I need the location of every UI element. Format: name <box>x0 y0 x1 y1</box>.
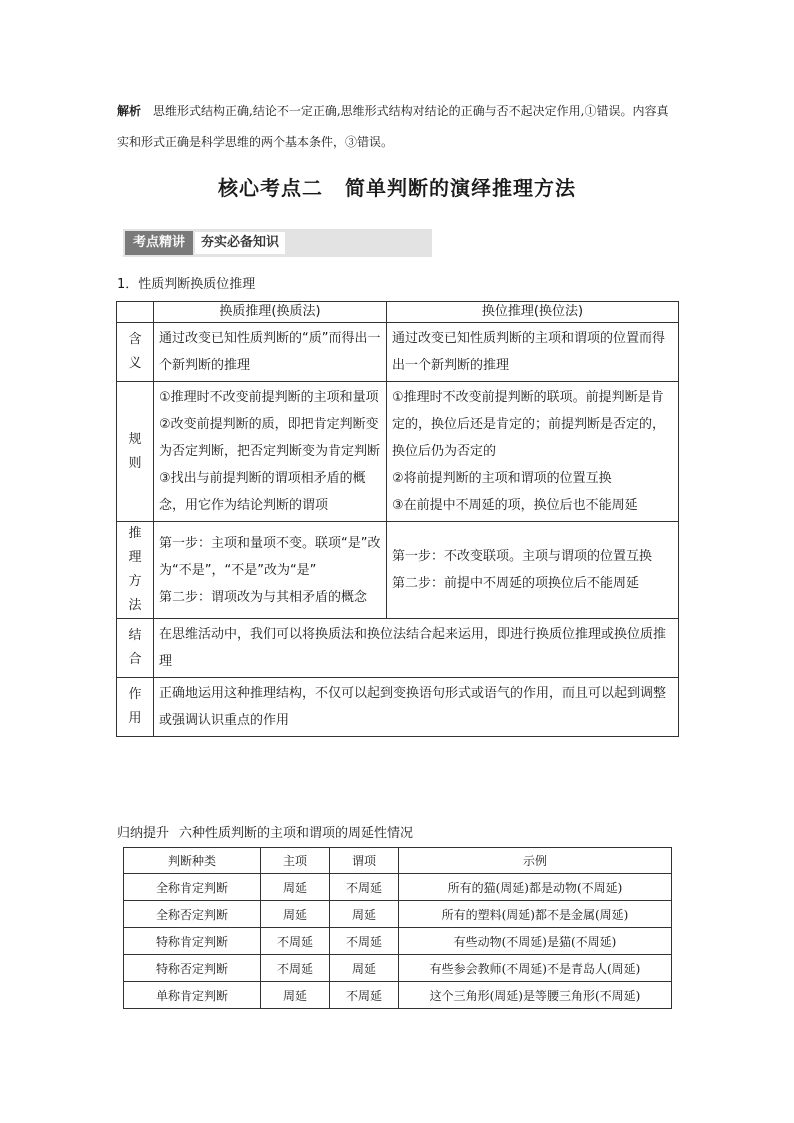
table-row <box>124 901 672 928</box>
table-row <box>117 619 679 678</box>
header-cell: 主项 <box>261 848 330 874</box>
table-cell: 通过改变已知性质判断的“质”而得出一个新判断的推理 <box>154 323 387 382</box>
table-cell: 全称肯定判断 <box>124 874 261 901</box>
analysis-label: 解析 <box>117 104 142 118</box>
distribution-table-header <box>124 848 672 874</box>
table-cell: 周延 <box>330 955 399 982</box>
section2-label: 归纳提升 <box>117 826 170 841</box>
table-row <box>117 678 679 737</box>
table-row <box>124 955 672 982</box>
table-cell: 有些动物(不周延)是猫(不周延) <box>399 928 672 955</box>
row-label: 作 用 <box>117 678 154 737</box>
banner-tag: 考点精讲 <box>125 231 193 255</box>
header-cell: 换质推理(换质法) <box>154 302 387 323</box>
table-cell: ①推理时不改变前提判断的主项和量项 ②改变前提判断的质，即把肯定判断变为否定判断，把否定判断变为肯定判断 ③找出与前提判断的谓项相矛盾的概念，用它作为结论判断的谓项 <box>154 382 387 522</box>
table-cell: 所有的猫(周延)都是动物(不周延) <box>399 874 672 901</box>
table-cell: 不周延 <box>261 928 330 955</box>
distribution-table <box>123 847 672 1009</box>
table-cell: 不周延 <box>330 928 399 955</box>
table-cell: 周延 <box>261 874 330 901</box>
table-cell: ①推理时不改变前提判断的联项。前提判断是肯定的，换位后还是肯定的；前提判断是否定的，换位后仍为否定的 ②将前提判断的主项和谓项的位置互换 ③在前提中不周延的项，换位后也不能周延 <box>387 382 679 522</box>
table-row <box>117 382 679 522</box>
table-cell: 单称肯定判断 <box>124 982 261 1009</box>
row-label: 推 理 方 法 <box>117 522 154 619</box>
section2-text: 六种性质判断的主项和谓项的周延性情况 <box>179 826 414 841</box>
table-cell: 通过改变已知性质判断的主项和谓项的位置而得出一个新判断的推理 <box>387 323 679 382</box>
table-cell: 第一步：不改变联项。主项与谓项的位置互换 第二步：前提中不周延的项换位后不能周延 <box>387 522 679 619</box>
table-row <box>124 982 672 1009</box>
header-cell <box>117 302 154 323</box>
table-cell: 特称否定判断 <box>124 955 261 982</box>
table-row <box>124 874 672 901</box>
table-cell: 全称否定判断 <box>124 901 261 928</box>
table-cell: 正确地运用这种推理结构，不仅可以起到变换语句形式或语气的作用，而且可以起到调整或强调认识重点的作用 <box>154 678 679 737</box>
table-row <box>117 323 679 382</box>
header-cell: 谓项 <box>330 848 399 874</box>
table-cell: 周延 <box>261 901 330 928</box>
row-label: 含 义 <box>117 323 154 382</box>
table-cell: 不周延 <box>330 982 399 1009</box>
header-cell: 判断种类 <box>124 848 261 874</box>
table-cell: 这个三角形(周延)是等腰三角形(不周延) <box>399 982 672 1009</box>
analysis-text: 思维形式结构正确,结论不一定正确,思维形式结构对结论的正确与否不起决定作用,①错误。内容真实和形式正确是科学思维的两个基本条件，③错误。 <box>117 104 669 149</box>
header-cell: 换位推理(换位法) <box>387 302 679 323</box>
table-cell: 不周延 <box>330 874 399 901</box>
section-banner <box>123 229 432 257</box>
table-cell: 在思维活动中，我们可以将换质法和换位法结合起来运用，即进行换质位推理或换位质推理 <box>154 619 679 678</box>
conversion-table-header <box>117 302 679 323</box>
title-part1: 核心考点二 <box>218 176 323 200</box>
table-cell: 有些参会教师(不周延)不是青岛人(周延) <box>399 955 672 982</box>
table-row <box>117 522 679 619</box>
table-cell: 不周延 <box>261 955 330 982</box>
section1-heading: 1．性质判断换质位推理 <box>117 277 256 292</box>
table-cell: 周延 <box>261 982 330 1009</box>
table-cell: 周延 <box>330 901 399 928</box>
table-cell: 第一步：主项和量项不变。联项“是”改为“不是”，“不是”改为“是” 第二步：谓项改为与其相矛盾的概念 <box>154 522 387 619</box>
header-cell: 示例 <box>399 848 672 874</box>
analysis-paragraph <box>117 96 677 158</box>
banner-subtitle: 夯实必备知识 <box>195 232 285 254</box>
conversion-table <box>116 301 679 737</box>
table-cell: 所有的塑料(周延)都不是金属(周延) <box>399 901 672 928</box>
table-cell: 特称肯定判断 <box>124 928 261 955</box>
page-title <box>0 172 794 201</box>
row-label: 规 则 <box>117 382 154 522</box>
section2-heading <box>117 822 413 841</box>
row-label: 结 合 <box>117 619 154 678</box>
title-part2: 简单判断的演绎推理方法 <box>345 176 576 200</box>
table-row <box>124 928 672 955</box>
